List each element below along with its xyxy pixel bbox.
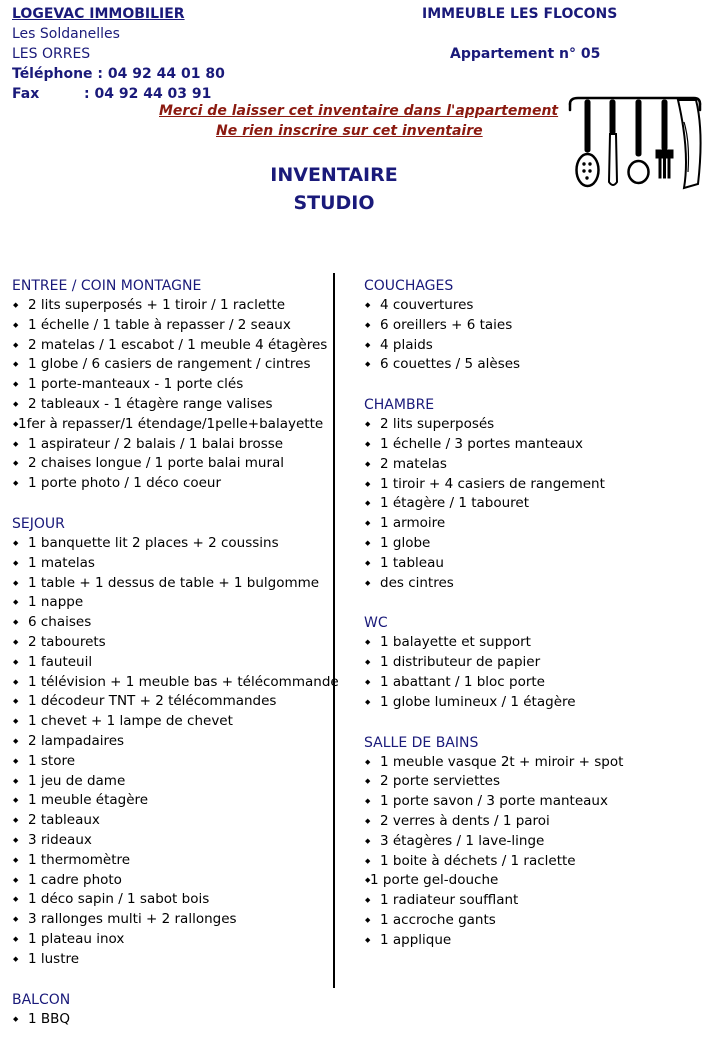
section-title-sejour: SEJOUR [12, 515, 65, 532]
apartment-number: Appartement n° 05 [450, 46, 601, 62]
list-item: ◆ 2 verres à dents / 1 paroi [364, 812, 704, 832]
document-subtitle: STUDIO [293, 192, 375, 214]
list-item: ◆ 1 tiroir + 4 casiers de rangement [364, 475, 704, 495]
list-item: ◆ 1 plateau inox [12, 930, 332, 950]
fax-colon: : [84, 86, 90, 102]
notice-no-write: Ne rien inscrire sur cet inventaire [216, 123, 483, 139]
list-item: ◆ 1 décodeur TNT + 2 télécommandes [12, 692, 332, 712]
list-item: ◆ 1 globe / 6 casiers de rangement / cintres [12, 355, 332, 375]
list-item: ◆ 1 matelas [12, 554, 332, 574]
sejour-list [12, 534, 339, 970]
section-title-salle-de-bains: SALLE DE BAINS [364, 734, 479, 751]
wc-list [364, 633, 704, 712]
section-title-chambre: CHAMBRE [364, 397, 435, 414]
list-item: ◆ 1 store [12, 752, 332, 772]
list-item: ◆ 1 meuble vasque 2t + miroir + spot [364, 753, 704, 773]
phone-label: Téléphone : [12, 66, 104, 82]
list-item: ◆ 1 fauteuil [12, 653, 332, 673]
list-item: ◆ 4 plaids [364, 336, 704, 356]
list-item: ◆ 1 déco sapin / 1 sabot bois [12, 890, 332, 910]
list-item: ◆ 1fer à repasser/1 étendage/1pelle+balayette [12, 415, 332, 435]
list-item: ◆ 1 nappe [12, 593, 332, 613]
list-item: ◆ 1 boite à déchets / 1 raclette [364, 852, 704, 872]
list-item: ◆ 1 porte photo / 1 déco coeur [12, 474, 332, 494]
list-item: ◆ 2 lits superposés [364, 415, 704, 435]
list-item: ◆ 1 abattant / 1 bloc porte [364, 673, 704, 693]
list-item: ◆ 3 étagères / 1 lave-linge [364, 832, 704, 852]
chambre-list [364, 415, 704, 593]
salle-de-bains-list [364, 753, 704, 951]
list-item: ◆ 6 chaises [12, 613, 332, 633]
notice-keep: Merci de laisser cet inventaire dans l'appartement [159, 103, 559, 119]
phone-line [12, 64, 312, 84]
list-item: ◆ 2 tableaux - 1 étagère range valises [12, 395, 332, 415]
list-item: ◆ 1 applique [364, 931, 704, 951]
fax-line [12, 84, 312, 104]
agency-name: LOGEVAC IMMOBILIER [12, 6, 185, 22]
list-item: ◆ 1 jeu de dame [12, 772, 332, 792]
right-column [364, 276, 704, 971]
list-item: ◆ 1 accroche gants [364, 911, 704, 931]
kitchen-utensils-icon [566, 92, 706, 196]
balcon-list [12, 1010, 332, 1030]
list-item: ◆ 2 lits superposés + 1 tiroir / 1 raclette [12, 296, 332, 316]
list-item: ◆ 1 table + 1 dessus de table + 1 bulgomme [12, 574, 332, 594]
list-item: ◆ 1 distributeur de papier [364, 653, 704, 673]
list-item: ◆ 1 tableau [364, 554, 704, 574]
list-item: ◆ 1 porte savon / 3 porte manteaux [364, 792, 704, 812]
list-item: ◆ 1 porte gel-douche [364, 871, 704, 891]
list-item: ◆ 6 couettes / 5 alèses [364, 355, 704, 375]
list-item: ◆ 1 globe lumineux / 1 étagère [364, 693, 704, 713]
list-item: ◆ 2 tabourets [12, 633, 332, 653]
list-item: ◆ 1 télévision + 1 meuble bas + télécommande [12, 673, 332, 693]
list-item: ◆ 1 porte-manteaux - 1 porte clés [12, 375, 332, 395]
list-item: ◆ 1 échelle / 3 portes manteaux [364, 435, 704, 455]
couchages-list [364, 296, 704, 375]
column-divider [333, 273, 335, 988]
agency-address-2: LES ORRES [12, 46, 91, 62]
list-item: ◆ 1 cadre photo [12, 871, 332, 891]
phone-number: 04 92 44 01 80 [107, 66, 225, 82]
list-item: ◆ 1 BBQ [12, 1010, 332, 1030]
fax-number: 04 92 44 03 91 [94, 86, 212, 102]
fax-label: Fax [12, 86, 40, 102]
list-item: ◆ 2 porte serviettes [364, 772, 704, 792]
list-item: ◆ 1 banquette lit 2 places + 2 coussins [12, 534, 332, 554]
agency-address-1: Les Soldanelles [12, 26, 120, 42]
list-item: ◆ 1 lustre [12, 950, 332, 970]
section-title-balcon: BALCON [12, 991, 71, 1008]
list-item: ◆ 1 armoire [364, 514, 704, 534]
list-item: ◆ 1 aspirateur / 2 balais / 1 balai brosse [12, 435, 332, 455]
list-item: ◆ 3 rallonges multi + 2 rallonges [12, 910, 332, 930]
list-item: ◆ 2 chaises longue / 1 porte balai mural [12, 454, 332, 474]
section-title-wc: WC [364, 615, 388, 632]
list-item: ◆ 1 meuble étagère [12, 791, 332, 811]
list-item: ◆ 1 globe [364, 534, 704, 554]
list-item: ◆ 2 matelas [364, 455, 704, 475]
list-item: ◆ 2 lampadaires [12, 732, 332, 752]
entree-list [12, 296, 332, 494]
list-item: ◆ 2 matelas / 1 escabot / 1 meuble 4 étagères [12, 336, 332, 356]
list-item: ◆ 1 balayette et support [364, 633, 704, 653]
list-item: ◆ 1 thermomètre [12, 851, 332, 871]
list-item: ◆ 6 oreillers + 6 taies [364, 316, 704, 336]
document-title: INVENTAIRE [270, 164, 398, 186]
list-item: ◆ 1 chevet + 1 lampe de chevet [12, 712, 332, 732]
list-item: ◆ 4 couvertures [364, 296, 704, 316]
section-title-entree: ENTREE / COIN MONTAGNE [12, 278, 202, 294]
section-title-couchages: COUCHAGES [364, 278, 454, 294]
list-item: ◆ des cintres [364, 574, 704, 594]
building-name: IMMEUBLE LES FLOCONS [422, 6, 618, 22]
left-column [12, 276, 339, 1049]
list-item: ◆ 1 étagère / 1 tabouret [364, 494, 704, 514]
list-item: ◆ 1 radiateur soufflant [364, 891, 704, 911]
list-item: ◆ 2 tableaux [12, 811, 332, 831]
list-item: ◆ 1 échelle / 1 table à repasser / 2 seaux [12, 316, 332, 336]
list-item: ◆ 3 rideaux [12, 831, 332, 851]
agency-block [12, 4, 312, 104]
